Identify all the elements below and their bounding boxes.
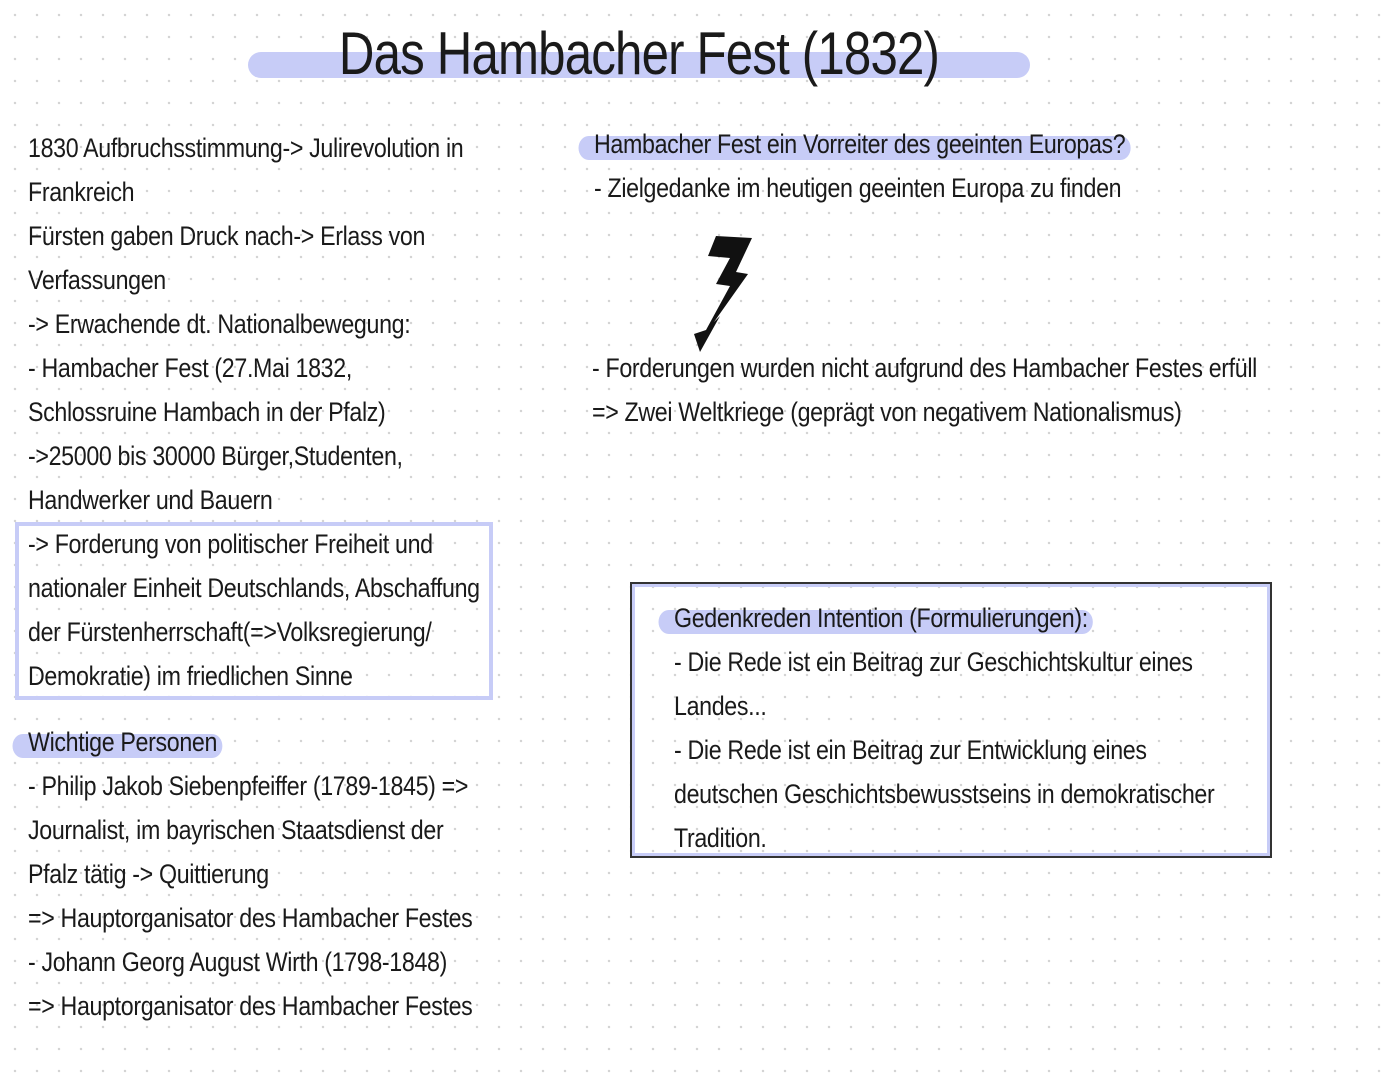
consequence-line: - Forderungen wurden nicht aufgrund des Hambacher Festes erfüll — [592, 353, 1257, 383]
europe-heading-text: Hambacher Fest ein Vorreiter des geeinten Europas? — [594, 122, 1125, 166]
person-line: Journalist, im bayrischen Staatsdienst der — [28, 815, 444, 845]
person-line: - Johann Georg August Wirth (1798-1848) — [28, 947, 447, 977]
consequence-line: => Zwei Weltkriege (geprägt von negativem Nationalismus) — [592, 397, 1182, 427]
demands-line: Demokratie) im friedlichen Sinne — [28, 661, 353, 691]
intro-section — [28, 126, 534, 522]
persons-heading-text: Wichtige Personen — [28, 720, 217, 764]
europe-section — [594, 122, 1212, 210]
lightning-bolt-icon — [690, 234, 756, 352]
europe-point: - Zielgedanke im heutigen geeinten Europa zu finden — [594, 173, 1122, 203]
intro-line: - Hambacher Fest (27.Mai 1832, — [28, 353, 352, 383]
speeches-heading — [674, 596, 1214, 640]
speeches-line: - Die Rede ist ein Beitrag zur Entwicklung eines — [674, 735, 1147, 765]
person-line: - Philip Jakob Siebenpfeiffer (1789-1845) => — [28, 771, 469, 801]
intro-line: 1830 Aufbruchsstimmung-> Julirevolution in — [28, 133, 464, 163]
page-title: Das Hambacher Fest (1832) — [338, 20, 940, 87]
person-line: Pfalz tätig -> Quittierung — [28, 859, 269, 889]
intro-line: Schlossruine Hambach in der Pfalz) — [28, 397, 386, 427]
persons-heading — [28, 720, 472, 764]
person-line: => Hauptorganisator des Hambacher Festes — [28, 903, 473, 933]
consequences-section — [592, 346, 1365, 434]
speeches-line: deutschen Geschichtsbewusstseins in demokratischer — [674, 779, 1215, 809]
intro-line: Verfassungen — [28, 265, 166, 295]
speeches-line: Landes... — [674, 691, 767, 721]
intro-line: -> Erwachende dt. Nationalbewegung: — [28, 309, 411, 339]
intro-line: Frankreich — [28, 177, 135, 207]
intro-line: Handwerker und Bauern — [28, 485, 273, 515]
europe-heading — [594, 122, 1125, 166]
person-line: => Hauptorganisator des Hambacher Festes — [28, 991, 473, 1021]
demands-line: nationaler Einheit Deutschlands, Abschaffung — [28, 573, 480, 603]
demands-section — [28, 522, 553, 698]
speeches-line: Tradition. — [674, 823, 767, 853]
demands-line: der Fürstenherrschaft(=>Volksregierung/ — [28, 617, 432, 647]
persons-section — [28, 720, 545, 1028]
speeches-section — [674, 596, 1302, 860]
intro-line: ->25000 bis 30000 Bürger,Studenten, — [28, 441, 403, 471]
speeches-heading-text: Gedenkreden Intention (Formulierungen): — [674, 596, 1088, 640]
demands-line: -> Forderung von politischer Freiheit und — [28, 529, 433, 559]
speeches-line: - Die Rede ist ein Beitrag zur Geschichtskultur eines — [674, 647, 1193, 677]
title-block — [248, 14, 1030, 94]
intro-line: Fürsten gaben Druck nach-> Erlass von — [28, 221, 426, 251]
